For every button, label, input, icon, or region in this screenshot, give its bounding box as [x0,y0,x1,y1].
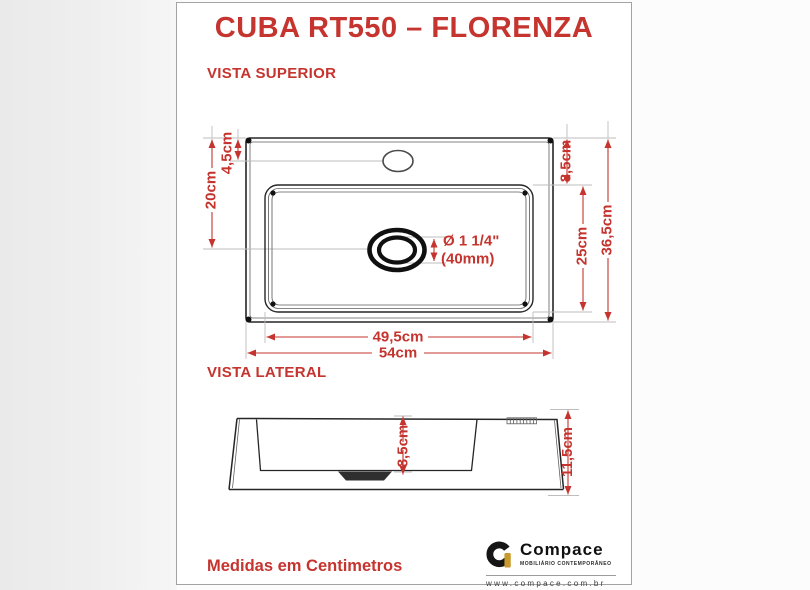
page-title: CUBA RT550 – FLORENZA [214,12,594,44]
dim-basin-height-label: 8,5cm [394,424,412,468]
drain-fitting [338,472,392,481]
brand-tagline: MOBILIÁRIO CONTEMPORÂNEO [520,561,612,567]
top-view-drawing [203,121,617,362]
dim-basin-width-label: 49,5cm [372,328,424,346]
extension-lines-side-view [394,410,579,496]
faucet-hole [383,151,413,172]
units-note: Medidas em Centimetros [207,557,403,575]
drain [370,230,425,270]
top-view-heading: VISTA SUPERIOR [207,65,337,82]
dim-edge-to-drain-label: 20cm [202,170,220,210]
dim-edge-to-faucet-label: 4,5cm [218,131,236,175]
dim-drain-diameter-inch-label: Ø 1 1/4" [443,232,500,250]
dim-basin-depth-label: 25cm [573,226,591,266]
side-view-drawing [229,410,579,496]
dim-drain-diameter-mm-label: (40mm) [441,250,495,268]
dim-deck-depth-label: 8,5cm [557,139,575,183]
dim-overall-height-label: 11,5cm [559,426,576,478]
brand-website: www.compace.com.br [486,575,616,588]
basin-profile [257,420,478,471]
side-view-heading: VISTA LATERAL [207,364,327,381]
dimension-lines-side-view [403,411,568,495]
brand-name: Compace [520,540,604,559]
dim-overall-width-label: 54cm [378,344,418,362]
dim-overall-depth-label: 36,5cm [598,204,616,256]
